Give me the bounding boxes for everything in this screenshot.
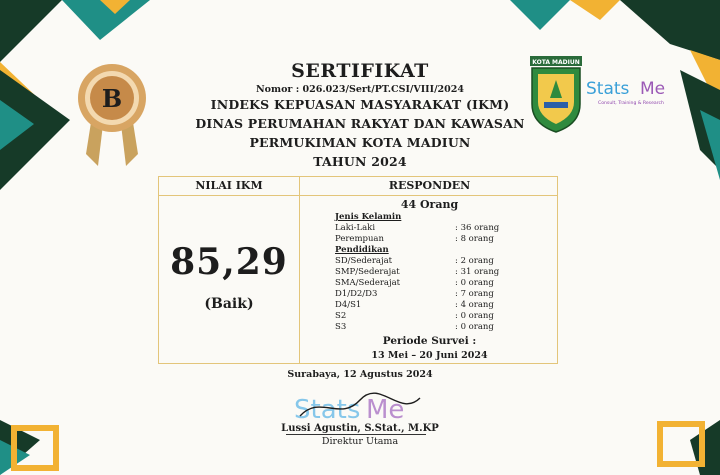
signer-underline (286, 434, 426, 435)
education-row (335, 322, 515, 333)
statsme-logo-tagline: Consult, Training & Research (598, 101, 664, 106)
education-value: : 31 orang (455, 267, 500, 277)
education-value: : 2 orang (455, 256, 494, 266)
ikm-score-category: (Baik) (204, 296, 254, 312)
table-divider-horizontal (159, 195, 557, 196)
gender-value: : 8 orang (455, 234, 494, 244)
education-value: : 7 orang (455, 289, 494, 299)
signer-role: Direktur Utama (321, 436, 399, 447)
result-table (158, 176, 558, 364)
gender-row (335, 223, 515, 234)
signature-stamp-left: Stats (294, 395, 361, 425)
total-respondents: 44 Orang (400, 198, 459, 211)
gender-value: : 36 orang (455, 223, 500, 233)
education-row (335, 278, 515, 289)
education-label: D4/S1 (335, 300, 362, 310)
certificate-heading-line-3: PERMUKIMAN KOTA MADIUN (249, 135, 471, 150)
signature-stamp-right: Me (366, 395, 405, 425)
nilai-ikm-header: NILAI IKM (195, 179, 263, 192)
education-row (335, 311, 515, 322)
statsme-logo-text-left: Stats (586, 79, 630, 99)
education-row (335, 300, 515, 311)
education-value: : 0 orang (455, 322, 494, 332)
certificate-number: Nomor : 026.023/Sert/PT.CSI/VIII/2024 (256, 84, 464, 95)
certificate-heading-line-2: DINAS PERUMAHAN RAKYAT DAN KAWASAN (195, 116, 525, 131)
signature-stamp (290, 388, 430, 428)
deco-triangle-tr-teal (510, 0, 570, 30)
education-value: : 0 orang (455, 278, 494, 288)
ikm-score: 85,29 (170, 241, 288, 283)
education-value: : 0 orang (455, 311, 494, 321)
deco-triangle-tl-teal (62, 0, 150, 40)
gender-title: Jenis Kelamin (335, 212, 402, 222)
education-label: SMA/Sederajat (335, 278, 401, 288)
education-label: SD/Sederajat (335, 256, 393, 266)
education-row (335, 289, 515, 300)
statsme-logo-text-right: Me (640, 79, 666, 99)
education-label: S3 (335, 322, 347, 332)
education-title: Pendidikan (335, 245, 389, 255)
survey-period-title: Periode Survei : (382, 335, 477, 347)
deco-triangle-tl-dark (0, 0, 62, 62)
education-row (335, 267, 515, 278)
city-emblem-label: KOTA MADIUN (532, 59, 580, 66)
education-label: SMP/Sederajat (335, 267, 400, 277)
survey-period-value: 13 Mei – 20 Juni 2024 (371, 350, 488, 361)
medal-grade: B (101, 84, 123, 113)
deco-triangle-tr-gold (570, 0, 620, 20)
education-label: D1/D2/D3 (335, 289, 378, 299)
gender-label: Laki-Laki (335, 223, 376, 233)
certificate-title: SERTIFIKAT (291, 60, 429, 82)
place-date: Surabaya, 12 Agustus 2024 (287, 369, 433, 380)
responden-header: RESPONDEN (388, 179, 471, 192)
education-row (335, 256, 515, 267)
education-label: S2 (335, 311, 347, 321)
gender-row (335, 234, 515, 245)
certificate-heading-line-1: INDEKS KEPUASAN MASYARAKAT (IKM) (210, 97, 510, 112)
education-value: : 4 orang (455, 300, 494, 310)
certificate-heading-line-4: TAHUN 2024 (313, 154, 407, 169)
gender-label: Perempuan (335, 234, 384, 244)
signer-name: Lussi Agustin, S.Stat., M.KP (281, 423, 439, 434)
deco-triangle-tr-dark (620, 0, 720, 60)
